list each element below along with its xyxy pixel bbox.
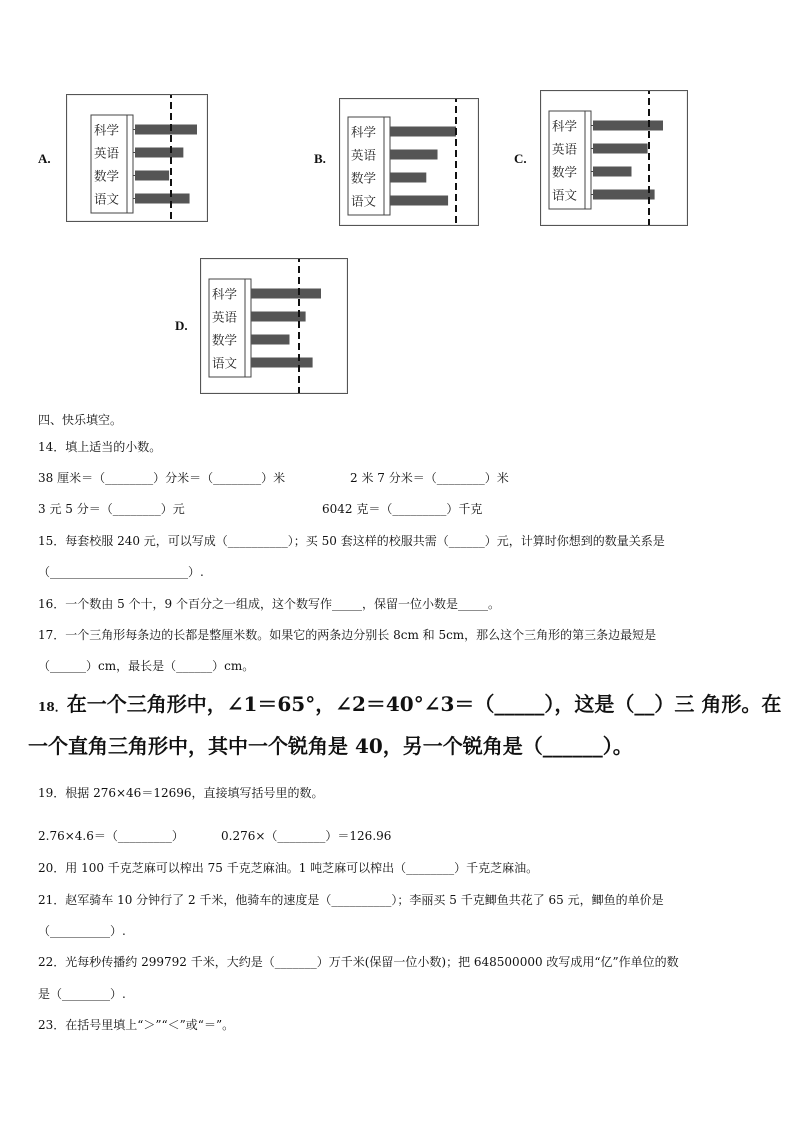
subject-bar <box>251 335 290 345</box>
subject-bar <box>390 150 438 160</box>
option-c-chart-svg <box>541 91 687 225</box>
subject-bar <box>251 312 306 322</box>
subject-label: 英语 <box>552 141 578 157</box>
option-a-chart-svg <box>67 95 207 221</box>
subject-bar <box>593 190 655 200</box>
q23: 23．在括号里填上“＞”“＜”或“＝”。 <box>38 1018 235 1032</box>
subject-label: 科学 <box>94 122 120 138</box>
q15-line-1: 15．每套校服 240 元，可以写成（__________）；买 50 套这样的校服共需（______）元，计算时你想到的数量关系是 <box>38 534 665 548</box>
subject-label: 数学 <box>351 170 377 186</box>
subject-label: 语文 <box>94 191 120 207</box>
subject-label: 英语 <box>212 309 238 325</box>
subject-label: 科学 <box>212 286 238 302</box>
section-title: 四、快乐填空。 <box>38 413 123 427</box>
subject-bar <box>593 144 648 154</box>
subject-bar <box>390 173 426 183</box>
q22-line-2: 是（________）. <box>38 987 126 1001</box>
chart-axis <box>585 111 591 209</box>
q19: 19．根据 276×46＝12696，直接填写括号里的数。 <box>38 786 324 800</box>
subject-bar <box>593 167 632 177</box>
q14-part-c: 3 元 5 分＝（________）元 <box>38 502 185 516</box>
option-c-letter: C. <box>514 151 527 166</box>
chart-axis <box>384 117 390 215</box>
q16: 16．一个数由 5 个十，9 个百分之一组成，这个数写作_____，保留一位小数是_____。 <box>38 597 500 611</box>
q17-line-1: 17．一个三角形每条边的长都是整厘米数。如果它的两条边分别长 8cm 和 5cm，那么这个三角形的第三条边最短是 <box>38 628 657 642</box>
q15-line-2: （_______________________）. <box>38 565 204 579</box>
subject-label: 语文 <box>351 193 377 209</box>
subject-label: 数学 <box>212 332 238 348</box>
option-b-letter: B. <box>314 151 326 166</box>
option-d-chart <box>200 258 348 394</box>
subject-bar <box>593 121 663 131</box>
subject-label: 英语 <box>94 145 120 161</box>
subject-bar <box>135 194 190 204</box>
option-c-chart <box>540 90 688 226</box>
subject-bar <box>390 127 456 137</box>
subject-bar <box>251 289 321 299</box>
q18-text-1: 在一个三角形中，∠1＝65°，∠2＝40°∠3＝（_____），这是（__）三 角形。在 <box>66 692 782 716</box>
option-b-chart-svg <box>340 99 478 225</box>
option-d-letter: D. <box>175 318 188 333</box>
q14-part-a: 38 厘米＝（________）分米＝（________）米 <box>38 471 286 485</box>
subject-bar <box>135 125 197 135</box>
option-a-chart <box>66 94 208 222</box>
chart-axis <box>127 115 133 213</box>
q21-line-2: （__________）. <box>38 924 126 938</box>
subject-label: 语文 <box>552 187 578 203</box>
option-d-chart-svg <box>201 259 347 393</box>
q19-part-b: 0.276×（________）＝126.96 <box>221 829 392 843</box>
option-a-letter: A. <box>38 151 51 166</box>
subject-label: 数学 <box>552 164 578 180</box>
subject-label: 数学 <box>94 168 120 184</box>
option-b-chart <box>339 98 479 226</box>
q14-title: 14．填上适当的小数。 <box>38 440 162 454</box>
subject-label: 科学 <box>552 118 578 134</box>
q18-line-1 <box>38 688 781 717</box>
subject-label: 科学 <box>351 124 377 140</box>
q14-part-b: 2 米 7 分米＝（________）米 <box>350 471 509 485</box>
subject-bar <box>135 171 169 181</box>
subject-label: 英语 <box>351 147 377 163</box>
q20: 20．用 100 千克芝麻可以榨出 75 千克芝麻油。1 吨芝麻可以榨出（________）千克芝麻油。 <box>38 861 539 875</box>
q18-line-2: 一个直角三角形中，其中一个锐角是 40，另一个锐角是（______）。 <box>28 734 633 758</box>
q14-part-d: 6042 克＝（_________）千克 <box>322 502 483 516</box>
q17-line-2: （______）cm，最长是（______）cm。 <box>38 659 255 673</box>
subject-label: 语文 <box>212 355 238 371</box>
q22-line-1: 22．光每秒传播约 299792 千米，大约是（_______）万千米(保留一位小数)；把 648500000 改写成用“亿”作单位的数 <box>38 955 679 969</box>
q18-number: 18． <box>38 700 67 714</box>
q19-part-a: 2.76×4.6＝（_________） <box>38 829 184 843</box>
subject-bar <box>390 196 448 206</box>
subject-bar <box>135 148 183 158</box>
subject-bar <box>251 358 313 368</box>
chart-axis <box>245 279 251 377</box>
q21-line-1: 21．赵军骑车 10 分钟行了 2 千米，他骑车的速度是（__________）；李丽买 5 千克鲫鱼共花了 65 元，鲫鱼的单价是 <box>38 893 664 907</box>
